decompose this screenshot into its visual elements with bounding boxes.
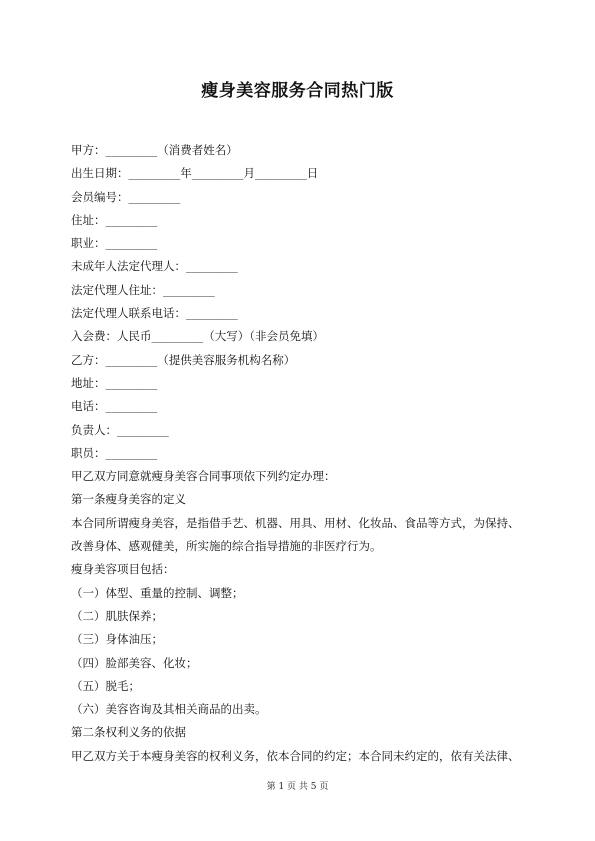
responsible-person-line: 负责人：_________: [71, 422, 169, 437]
guardian-address-line: 法定代理人住址：_________: [71, 282, 215, 297]
membership-fee-line: 入会费：人民币_________（大写）（非会员免填）: [71, 329, 324, 344]
guardian-phone-line: 法定代理人联系电话：_________: [71, 306, 238, 321]
agreement-intro-line: 甲乙双方同意就瘦身美容合同事项依下列约定办理：: [71, 469, 336, 484]
article-1-heading: 第一条瘦身美容的定义: [71, 492, 186, 507]
list-item-1: （一）体型、重量的控制、调整；: [71, 585, 244, 600]
member-number-line: 会员编号：_________: [71, 189, 181, 204]
document-body: [71, 139, 531, 768]
party-b-address-line: 地址：_________: [71, 375, 158, 390]
list-item-4: （四）脸部美容、化妆；: [71, 655, 198, 670]
address-line: 住址：_________: [71, 212, 158, 227]
list-item-5: （五）脱毛；: [71, 678, 140, 693]
article-2-heading: 第二条权利义务的依据: [71, 725, 186, 740]
guardian-line: 未成年人法定代理人：_________: [71, 259, 238, 274]
article-2-paragraph-line-1: 甲乙双方关于本瘦身美容的权利义务，依本合同的约定；本合同未约定的，依有关法律、: [71, 748, 520, 763]
items-intro-line: 瘦身美容项目包括：: [71, 562, 175, 577]
list-item-6: （六）美容咨询及其相关商品的出卖。: [71, 702, 267, 717]
article-1-paragraph-line-2: 改善身体、感观健美，所实施的综合指导措施的非医疗行为。: [71, 539, 382, 554]
page-number-footer: 第 1 页 共 5 页: [266, 782, 329, 792]
party-a-line: 甲方：_________（消费者姓名）: [71, 143, 238, 157]
party-b-line: 乙方：_________（提供美容服务机构名称）: [71, 352, 296, 367]
party-b-phone-line: 电话：_________: [71, 399, 158, 414]
birth-date-line: 出生日期：_________年_________月_________日: [71, 166, 319, 181]
staff-line: 职员：_________: [71, 445, 158, 460]
document-title: 瘦身美容服务合同热门版: [201, 81, 394, 101]
list-item-3: （三）身体油压；: [71, 632, 163, 647]
article-1-paragraph-line-1: 本合同所谓瘦身美容，是指借手艺、机器、用具、用材、化妆品、食品等方式，为保持、: [71, 515, 520, 530]
occupation-line: 职业：_________: [71, 236, 158, 251]
list-item-2: （二）肌肤保养；: [71, 608, 163, 623]
